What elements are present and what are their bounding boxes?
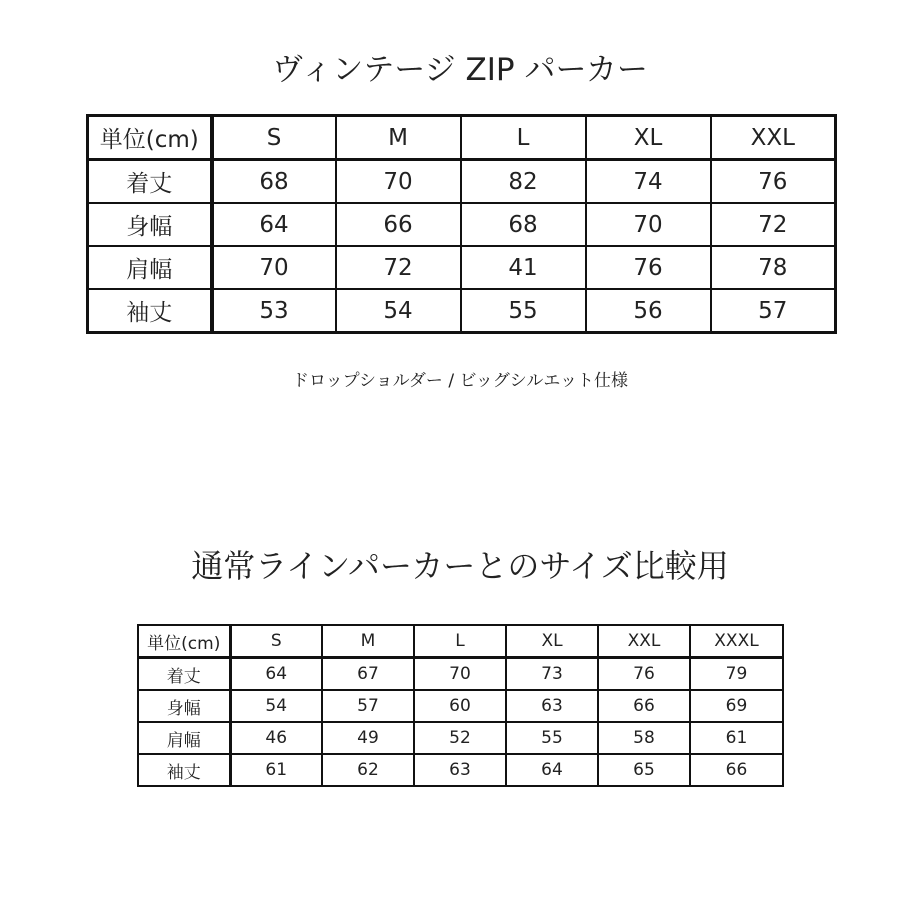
measurement-value-cell: 70 bbox=[586, 203, 711, 246]
measurement-value-cell: 54 bbox=[230, 690, 322, 722]
measurement-value-cell: 74 bbox=[586, 160, 711, 204]
measurement-label-cell: 身幅 bbox=[138, 690, 230, 722]
size-header-cell: S bbox=[230, 625, 322, 658]
measurement-value-cell: 46 bbox=[230, 722, 322, 754]
size-header-cell: XL bbox=[506, 625, 598, 658]
measurement-value-cell: 61 bbox=[230, 754, 322, 786]
comparison-title: 通常ラインパーカーとのサイズ比較用 bbox=[191, 547, 729, 585]
unit-header-cell: 単位(cm) bbox=[138, 625, 230, 658]
size-header-cell: M bbox=[322, 625, 414, 658]
table-row bbox=[88, 246, 836, 289]
measurement-value-cell: 64 bbox=[212, 203, 336, 246]
table-row bbox=[88, 160, 836, 204]
measurement-value-cell: 68 bbox=[212, 160, 336, 204]
measurement-value-cell: 82 bbox=[461, 160, 586, 204]
measurement-value-cell: 70 bbox=[212, 246, 336, 289]
table-row bbox=[138, 754, 783, 786]
vintage-zip-parka-title: ヴィンテージ ZIP パーカー bbox=[272, 52, 648, 88]
measurement-value-cell: 76 bbox=[586, 246, 711, 289]
measurement-value-cell: 72 bbox=[711, 203, 836, 246]
measurement-value-cell: 78 bbox=[711, 246, 836, 289]
measurement-label-cell: 着丈 bbox=[138, 658, 230, 691]
measurement-value-cell: 63 bbox=[506, 690, 598, 722]
header-row bbox=[88, 116, 836, 160]
measurement-value-cell: 79 bbox=[690, 658, 783, 691]
size-header-cell: XXL bbox=[598, 625, 690, 658]
measurement-value-cell: 76 bbox=[711, 160, 836, 204]
size-header-cell: XXXL bbox=[690, 625, 783, 658]
measurement-label-cell: 肩幅 bbox=[138, 722, 230, 754]
vintage-size-table-body bbox=[88, 116, 836, 333]
measurement-value-cell: 70 bbox=[336, 160, 461, 204]
measurement-value-cell: 53 bbox=[212, 289, 336, 333]
size-header-cell: L bbox=[414, 625, 506, 658]
measurement-label-cell: 着丈 bbox=[88, 160, 212, 204]
table-row bbox=[138, 658, 783, 691]
measurement-value-cell: 57 bbox=[711, 289, 836, 333]
measurement-value-cell: 64 bbox=[230, 658, 322, 691]
measurement-value-cell: 63 bbox=[414, 754, 506, 786]
measurement-value-cell: 76 bbox=[598, 658, 690, 691]
size-header-cell: XXL bbox=[711, 116, 836, 160]
measurement-label-cell: 袖丈 bbox=[138, 754, 230, 786]
measurement-value-cell: 52 bbox=[414, 722, 506, 754]
header-row bbox=[138, 625, 783, 658]
measurement-value-cell: 49 bbox=[322, 722, 414, 754]
measurement-value-cell: 61 bbox=[690, 722, 783, 754]
measurement-value-cell: 73 bbox=[506, 658, 598, 691]
table-row bbox=[138, 690, 783, 722]
measurement-value-cell: 55 bbox=[461, 289, 586, 333]
table-row bbox=[138, 722, 783, 754]
unit-header-cell: 単位(cm) bbox=[88, 116, 212, 160]
size-header-cell: S bbox=[212, 116, 336, 160]
vintage-size-table bbox=[86, 114, 837, 334]
measurement-value-cell: 66 bbox=[598, 690, 690, 722]
measurement-value-cell: 68 bbox=[461, 203, 586, 246]
measurement-value-cell: 62 bbox=[322, 754, 414, 786]
measurement-value-cell: 65 bbox=[598, 754, 690, 786]
regular-size-table bbox=[137, 624, 784, 787]
measurement-value-cell: 54 bbox=[336, 289, 461, 333]
measurement-value-cell: 58 bbox=[598, 722, 690, 754]
measurement-label-cell: 袖丈 bbox=[88, 289, 212, 333]
measurement-value-cell: 69 bbox=[690, 690, 783, 722]
size-header-cell: L bbox=[461, 116, 586, 160]
measurement-label-cell: 肩幅 bbox=[88, 246, 212, 289]
measurement-value-cell: 57 bbox=[322, 690, 414, 722]
fit-note: ドロップショルダー / ビッグシルエット仕様 bbox=[291, 371, 629, 391]
measurement-label-cell: 身幅 bbox=[88, 203, 212, 246]
measurement-value-cell: 56 bbox=[586, 289, 711, 333]
table-row bbox=[88, 203, 836, 246]
size-header-cell: XL bbox=[586, 116, 711, 160]
size-header-cell: M bbox=[336, 116, 461, 160]
regular-size-table-body bbox=[138, 625, 783, 786]
measurement-value-cell: 64 bbox=[506, 754, 598, 786]
measurement-value-cell: 66 bbox=[336, 203, 461, 246]
measurement-value-cell: 72 bbox=[336, 246, 461, 289]
measurement-value-cell: 41 bbox=[461, 246, 586, 289]
measurement-value-cell: 67 bbox=[322, 658, 414, 691]
measurement-value-cell: 70 bbox=[414, 658, 506, 691]
measurement-value-cell: 60 bbox=[414, 690, 506, 722]
measurement-value-cell: 55 bbox=[506, 722, 598, 754]
table-row bbox=[88, 289, 836, 333]
measurement-value-cell: 66 bbox=[690, 754, 783, 786]
